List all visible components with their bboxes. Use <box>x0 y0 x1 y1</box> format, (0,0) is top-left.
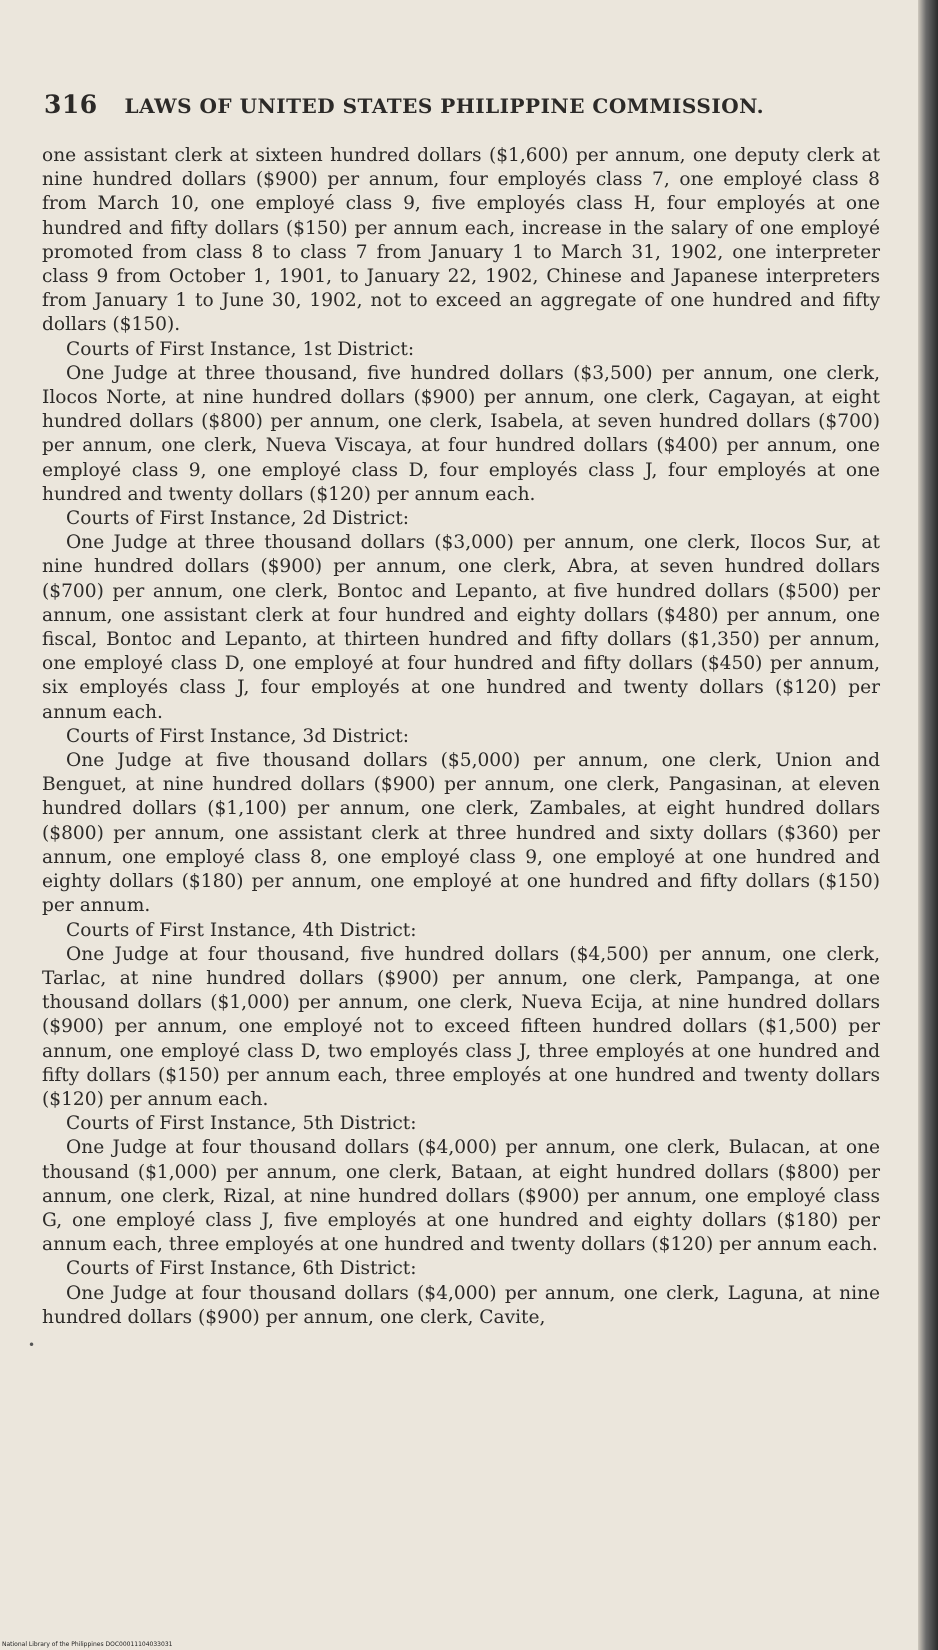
section-text-3: One Judge at five thousand dollars ($5,000) per annum, one clerk, Union and Benguet, at nine hundred dollars ($900) per annum, one clerk, Pangasinan, at eleven hundred dollars ($1,100) per annum, one clerk, Zambales, at eight hundred dollars ($800) per annum, one assistant clerk at three hundred and sixty dollars ($360) per annum, one employé class 8, one employé class 9, one employé at one hundred and eighty dollars ($180) per annum, one employé at one hundred and fifty dollars ($150) per annum. <box>42 750 880 917</box>
section-heading-4: Courts of First Instance, 4th District: <box>66 919 417 941</box>
margin-mark: • <box>28 1338 36 1352</box>
section-heading-6: Courts of First Instance, 6th District: <box>66 1258 417 1280</box>
section-heading-5: Courts of First Instance, 5th District: <box>66 1113 417 1135</box>
intro-paragraph: one assistant clerk at sixteen hundred dollars ($1,600) per annum, one deputy clerk at nine hundred dollars ($900) per annum, four employés class 7, one employé class 8 from March 10, one employé class 9, five employés class H, four employés at one hundred and fifty dollars ($150) per annum each, increase in the salary of one employé promoted from class 8 to class 7 from January 1 to March 31, 1902, one interpreter class 9 from October 1, 1901, to January 22, 1902, Chinese and Japanese interpreters from January 1 to June 30, 1902, not to exceed an aggregate of one hundred and fifty dollars ($150). <box>42 145 880 336</box>
running-title: LAWS OF UNITED STATES PHILIPPINE COMMISSION. <box>124 94 765 118</box>
scan-page-edge <box>918 0 938 1650</box>
section-text-6: One Judge at four thousand dollars ($4,000) per annum, one clerk, Laguna, at nine hundred dollars ($900) per annum, one clerk, Cavite, <box>42 1282 880 1328</box>
section-heading-1: Courts of First Instance, 1st District: <box>66 338 415 360</box>
section-text-2: One Judge at three thousand dollars ($3,000) per annum, one clerk, Ilocos Sur, at nine hundred dollars ($900) per annum, one clerk, Abra, at seven hundred dollars ($700) per annum, one clerk, Bontoc and Lepanto, at five hundred dollars ($500) per annum, one assistant clerk at four hundred and eighty dollars ($480) per annum, one fiscal, Bontoc and Lepanto, at thirteen hundred and fifty dollars ($1,350) per annum, one employé class D, one employé at four hundred and fifty dollars ($450) per annum, six employés class J, four employés at one hundred and twenty dollars ($120) per annum each. <box>42 532 880 723</box>
page-number: 316 <box>44 90 98 119</box>
section-text-5: One Judge at four thousand dollars ($4,000) per annum, one clerk, Bulacan, at one thousand ($1,000) per annum, one clerk, Bataan, at eight hundred dollars ($800) per annum, one clerk, Rizal, at nine hundred dollars ($900) per annum, one employé class G, one employé class J, five employés at one hundred and eighty dollars ($180) per annum each, three employés at one hundred and twenty dollars ($120) per annum each. <box>42 1137 880 1256</box>
section-heading-2: Courts of First Instance, 2d District: <box>66 508 409 530</box>
section-text-1: One Judge at three thousand, five hundred dollars ($3,500) per annum, one clerk, Ilocos Norte, at nine hundred dollars ($900) per annum, one clerk, Cagayan, at eight hundred dollars ($800) per annum, one clerk, Isabela, at seven hundred dollars ($700) per annum, one clerk, Nueva Viscaya, at four hundred dollars ($400) per annum, one employé class 9, one employé class D, four employés class J, four employés at one hundred and twenty dollars ($120) per annum each. <box>42 362 880 505</box>
section-heading-3: Courts of First Instance, 3d District: <box>66 725 409 747</box>
section-text-4: One Judge at four thousand, five hundred dollars ($4,500) per annum, one clerk, Tarlac, at nine hundred dollars ($900) per annum, one clerk, Pampanga, at one thousand dollars ($1,000) per annum, one clerk, Nueva Ecija, at nine hundred dollars ($900) per annum, one employé not to exceed fifteen hundred dollars ($1,500) per annum, one employé class D, two employés class J, three employés at one hundred and fifty dollars ($150) per annum each, three employés at one hundred and twenty dollars ($120) per annum each. <box>42 943 880 1110</box>
page-body <box>42 144 880 1330</box>
scan-footer: National Library of the Philippines DOC00011104033031 <box>2 1641 173 1648</box>
page-header <box>44 90 880 119</box>
